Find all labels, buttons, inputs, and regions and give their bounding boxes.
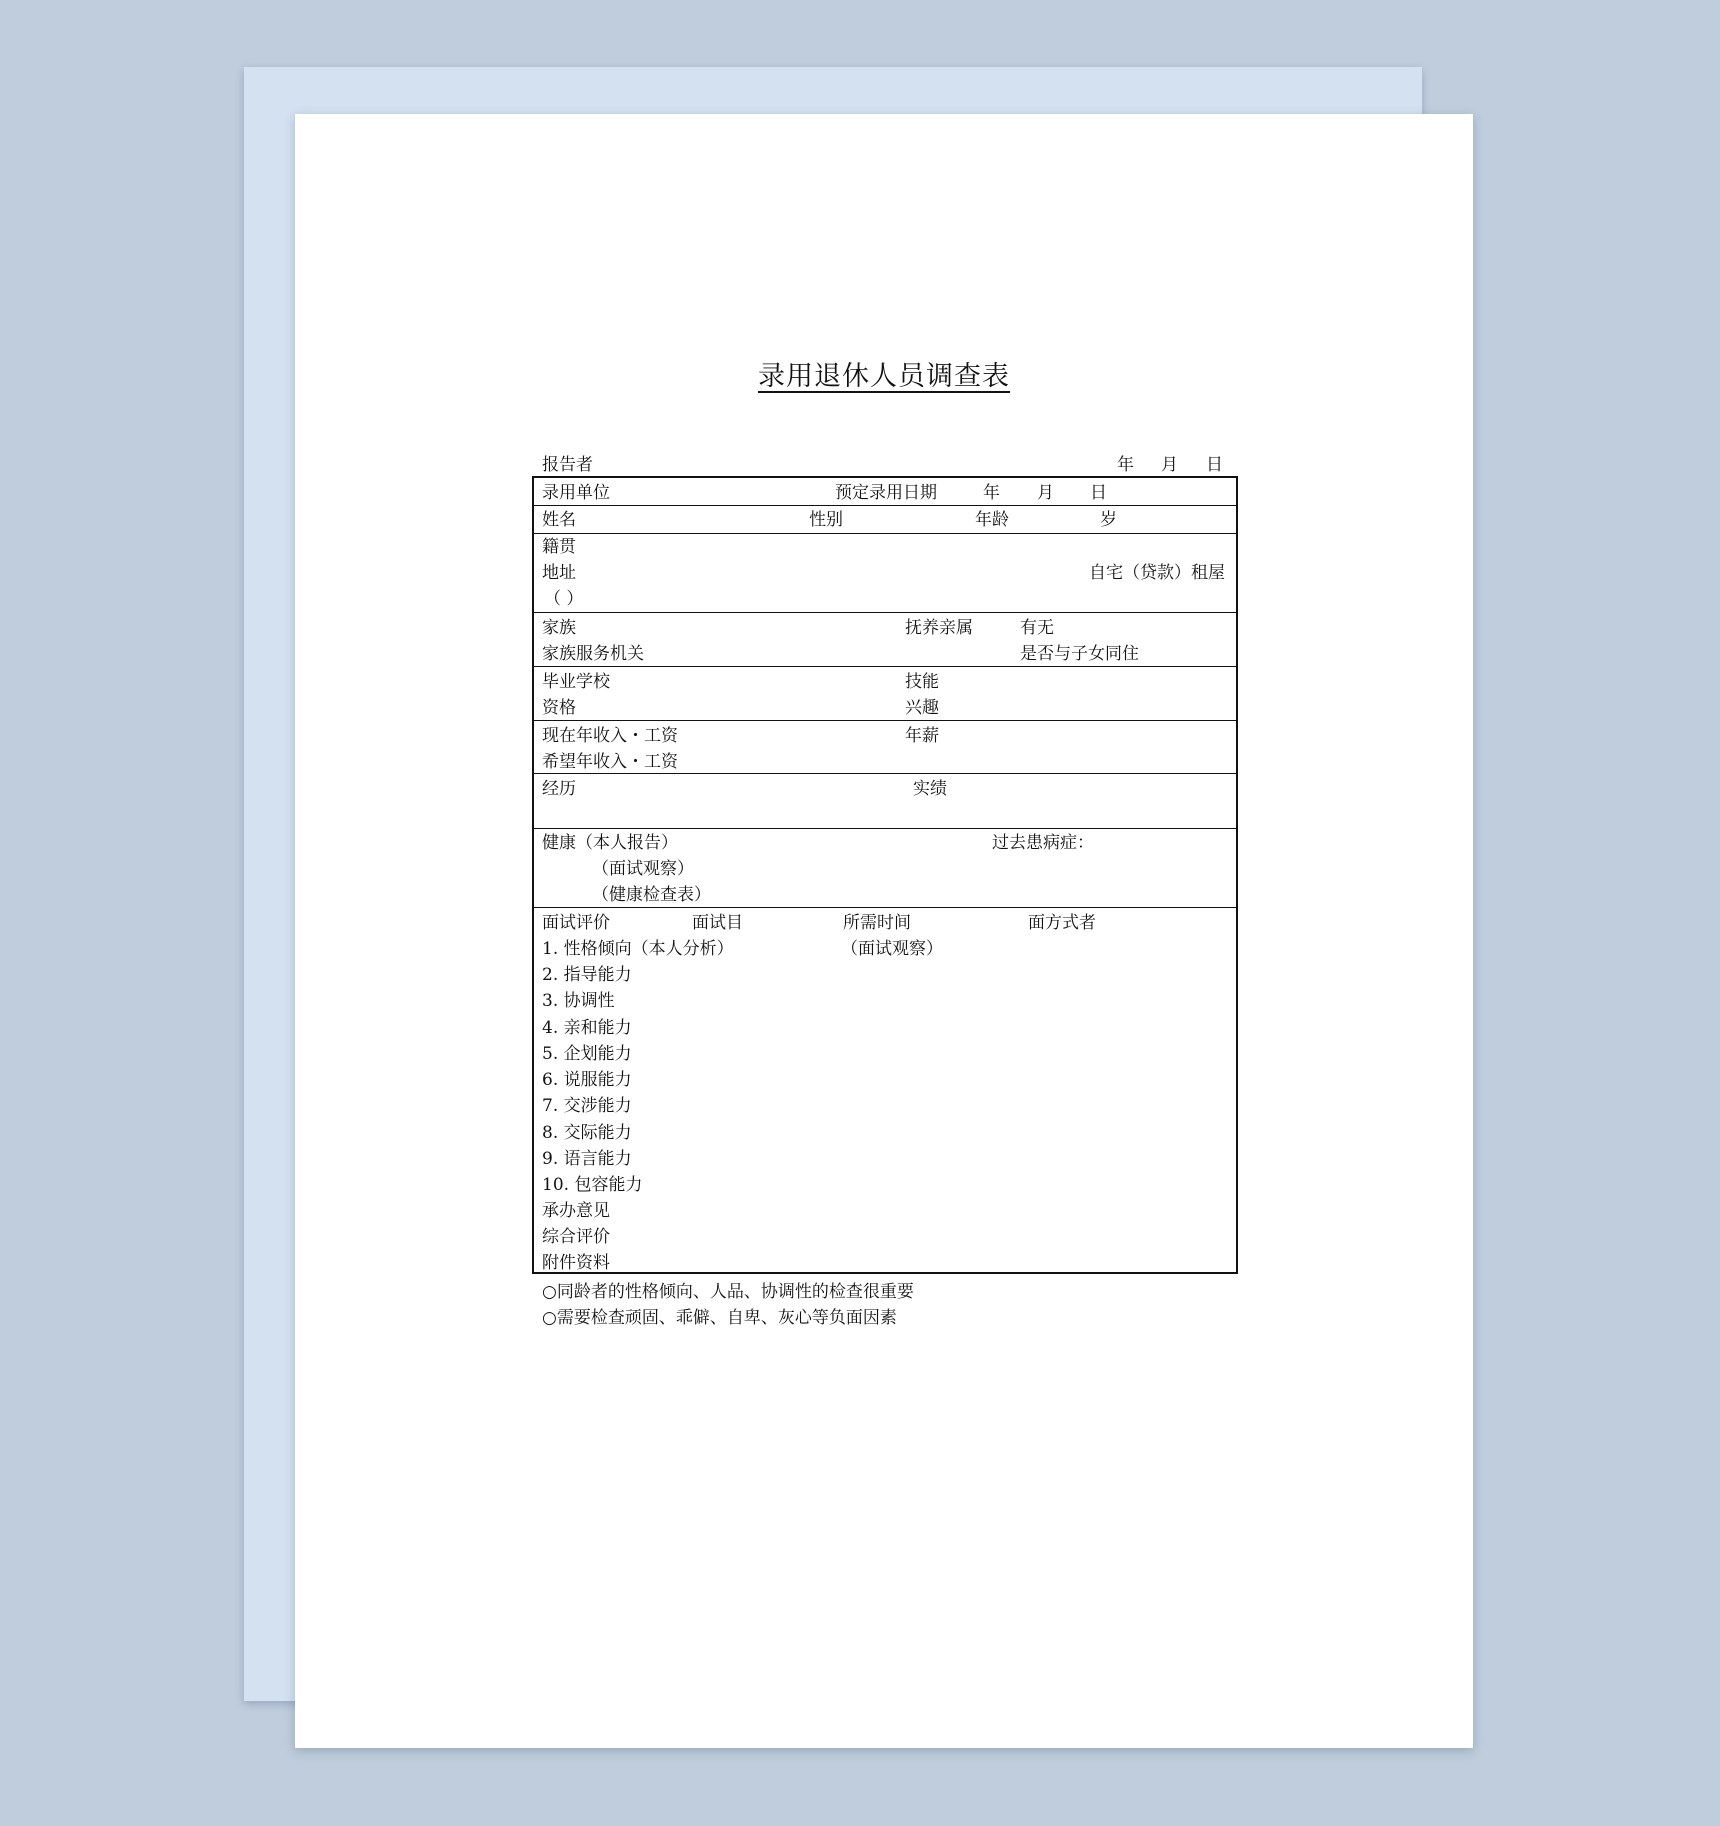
gender-label: 性别 bbox=[809, 510, 843, 530]
experience-label: 经历 bbox=[542, 779, 576, 799]
housing-options: 自宅（贷款）租屋 bbox=[1089, 563, 1225, 583]
health-check-label: （健康检查表） bbox=[592, 885, 711, 905]
evaluation-item: 7. 交涉能力 bbox=[542, 1096, 632, 1116]
evaluation-item: 综合评价 bbox=[542, 1227, 610, 1247]
interest-label: 兴趣 bbox=[905, 698, 939, 718]
evaluation-item: 10. 包容能力 bbox=[542, 1175, 643, 1195]
health-self-label: 健康（本人报告） bbox=[542, 833, 678, 853]
planned-month: 月 bbox=[1037, 483, 1054, 503]
evaluation-label: 面试评价 bbox=[542, 913, 610, 933]
row-divider bbox=[534, 773, 1236, 774]
address-label: 地址 bbox=[542, 563, 576, 583]
live-with-children-label: 是否与子女同住 bbox=[1020, 644, 1139, 664]
row-divider bbox=[534, 720, 1236, 721]
unit-label: 录用单位 bbox=[542, 483, 610, 503]
row-divider bbox=[534, 666, 1236, 667]
family-label: 家族 bbox=[542, 618, 576, 638]
header-month: 月 bbox=[1161, 455, 1178, 475]
row-divider bbox=[534, 505, 1236, 506]
planned-year: 年 bbox=[983, 483, 1000, 503]
annual-salary-label: 年薪 bbox=[905, 726, 939, 746]
document-page bbox=[295, 114, 1473, 1748]
native-place-label: 籍贯 bbox=[542, 537, 576, 557]
name-label: 姓名 bbox=[542, 510, 576, 530]
current-income-label: 现在年收入・工资 bbox=[542, 726, 678, 746]
interviewer-label: 面方式者 bbox=[1028, 913, 1096, 933]
planned-date-label: 预定录用日期 bbox=[835, 483, 937, 503]
dependents-label: 抚养亲属 bbox=[905, 618, 973, 638]
skill-label: 技能 bbox=[905, 672, 939, 692]
evaluation-item: 承办意见 bbox=[542, 1201, 610, 1221]
item1-note: （面试观察） bbox=[841, 939, 943, 959]
health-interview-label: （面试观察） bbox=[592, 859, 694, 879]
expected-income-label: 希望年收入・工资 bbox=[542, 752, 678, 772]
evaluation-item: 8. 交际能力 bbox=[542, 1123, 632, 1143]
age-unit: 岁 bbox=[1100, 510, 1117, 530]
row-divider bbox=[534, 907, 1236, 908]
achievements-label: 实绩 bbox=[913, 779, 947, 799]
reporter-label: 报告者 bbox=[542, 455, 593, 475]
age-label: 年龄 bbox=[975, 510, 1009, 530]
has-or-not-label: 有无 bbox=[1020, 618, 1054, 638]
evaluation-item: 3. 协调性 bbox=[542, 991, 615, 1011]
header-day: 日 bbox=[1206, 455, 1223, 475]
footnote: ○同龄者的性格倾向、人品、协调性的检查很重要 bbox=[542, 1282, 914, 1302]
past-illness-label: 过去患病症： bbox=[992, 833, 1094, 853]
evaluation-item: 5. 企划能力 bbox=[542, 1044, 632, 1064]
time-needed-label: 所需时间 bbox=[843, 913, 911, 933]
address-paren: （ ） bbox=[544, 589, 584, 609]
school-label: 毕业学校 bbox=[542, 672, 610, 692]
planned-day: 日 bbox=[1090, 483, 1107, 503]
evaluation-item: 1. 性格倾向（本人分析） bbox=[542, 939, 734, 959]
document-title: 录用退休人员调查表 bbox=[758, 361, 1010, 392]
row-divider bbox=[534, 612, 1236, 613]
row-divider bbox=[534, 533, 1236, 534]
evaluation-item: 附件资料 bbox=[542, 1253, 610, 1273]
row-divider bbox=[534, 828, 1236, 829]
evaluation-item: 6. 说服能力 bbox=[542, 1070, 632, 1090]
footnote: ○需要检查顽固、乖僻、自卑、灰心等负面因素 bbox=[542, 1308, 897, 1328]
family-org-label: 家族服务机关 bbox=[542, 644, 644, 664]
evaluation-item: 2. 指导能力 bbox=[542, 965, 632, 985]
header-year: 年 bbox=[1117, 455, 1134, 475]
evaluation-item: 4. 亲和能力 bbox=[542, 1018, 632, 1038]
interview-date-label: 面试目 bbox=[692, 913, 743, 933]
qualification-label: 资格 bbox=[542, 698, 576, 718]
evaluation-item: 9. 语言能力 bbox=[542, 1149, 632, 1169]
